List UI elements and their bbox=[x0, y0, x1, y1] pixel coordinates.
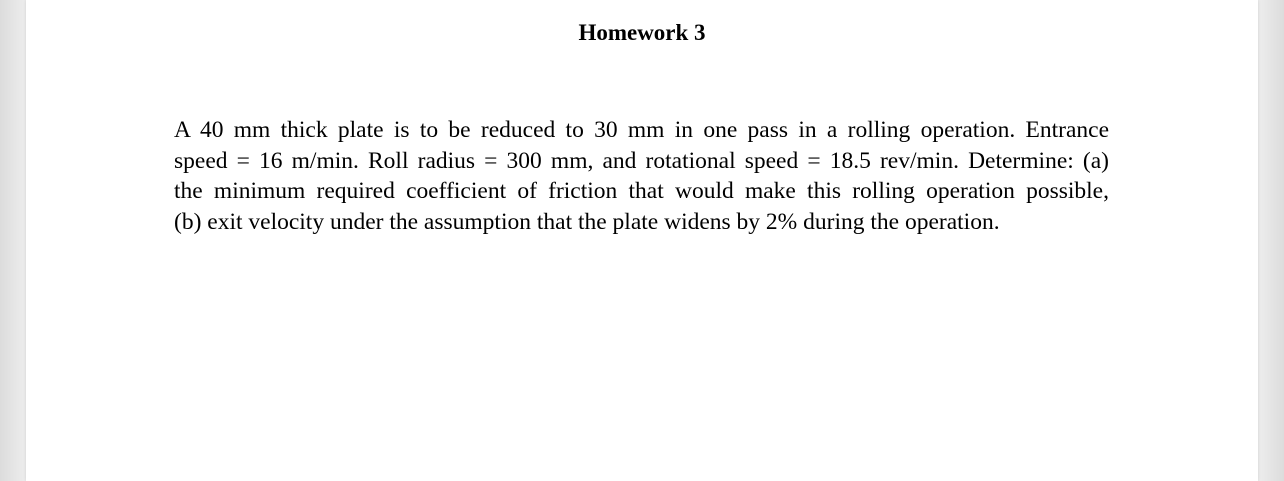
problem-line-1: A 40 mm thick plate is to be reduced to 30 mm in one pass in a rolling operation. Entrance bbox=[174, 117, 1109, 143]
document-page bbox=[26, 0, 1258, 481]
problem-line-2: speed = 16 m/min. Roll radius = 300 mm, and rotational speed = 18.5 rev/min. Determine: (a) bbox=[174, 147, 1109, 174]
problem-line-4: (b) exit velocity under the assumption that the plate widens by 2% during the operation. bbox=[174, 208, 1000, 235]
document-title: Homework 3 bbox=[578, 20, 706, 45]
problem-line-3: the minimum required coefficient of friction that would make this rolling operation possible, bbox=[174, 178, 1109, 204]
problem-statement bbox=[174, 115, 1109, 237]
